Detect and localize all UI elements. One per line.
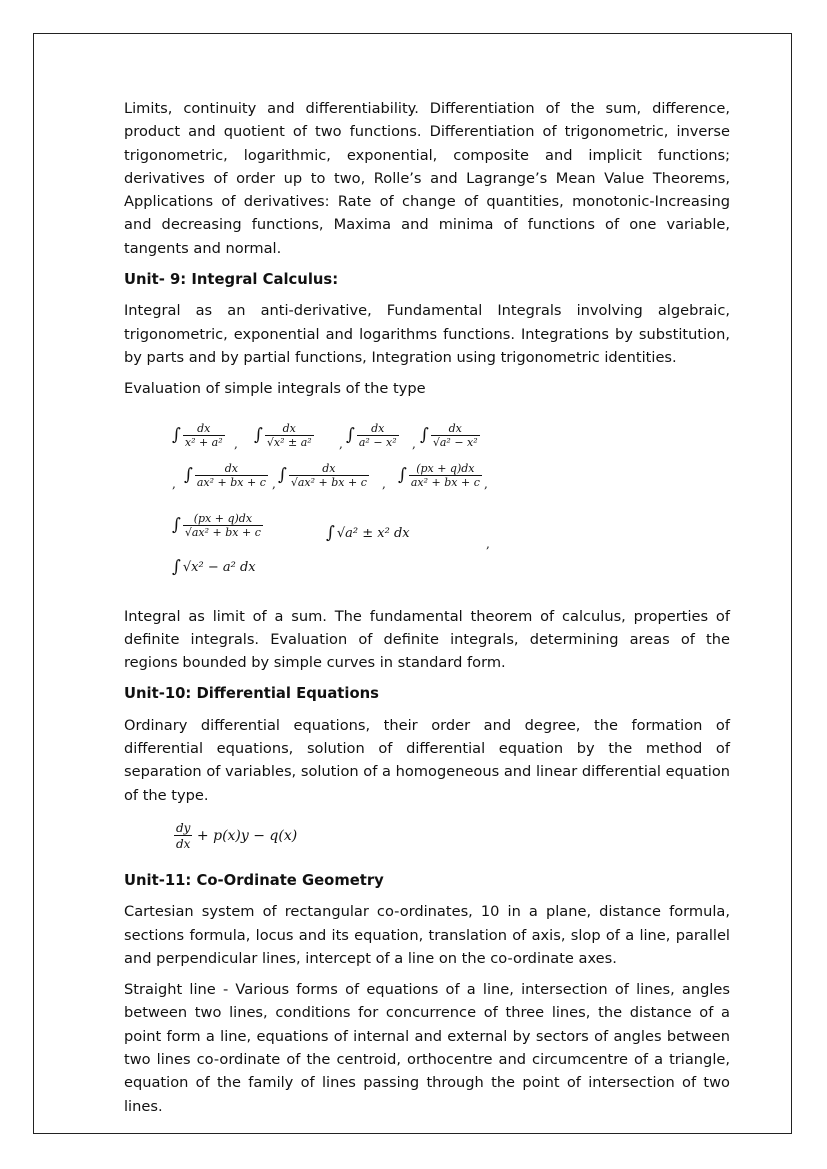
integral-2: ∫ $\frac{dx}{\text{√x² ± a²}}$ bbox=[254, 421, 312, 449]
unit9-limit-paragraph: Integral as limit of a sum. The fundamental theorem of calculus, properties of definite integrals. Evaluation of definite integrals, determining areas of the regions bounded by simple curves in standard form. bbox=[124, 607, 730, 672]
integral-7: ∫ $\frac{(px + q)dx}{\text{ax² + bx + c}}$ bbox=[398, 461, 480, 489]
differential-equation bbox=[124, 815, 730, 859]
integral-3: ∫ $\frac{dx}{\text{a² − x²}}$ bbox=[346, 421, 397, 449]
unit11-heading: Unit-11: Co-Ordinate Geometry bbox=[124, 871, 384, 889]
integral-5: ∫ $\frac{dx}{\text{ax² + bx + c}}$ bbox=[184, 461, 266, 489]
unit11-paragraph-1: Cartesian system of rectangular co-ordinates, 10 in a plane, distance formula, sections formula, locus and its equation, translation of axis, slop of a line, parallel and perpendicular lines, intercept of a line on the co-ordinate axes. bbox=[124, 903, 730, 967]
integral-6: ∫ $\frac{dx}{\text{√ax² + bx + c}}$ bbox=[278, 461, 367, 489]
integral-10: ∫ √x² − a² dx bbox=[172, 556, 256, 577]
integral-9: ∫ √a² ± x² dx bbox=[326, 522, 410, 543]
integral-formulas: ∫ $\frac{dx}{\text{x² + a²}}$ , ∫ $\frac{dx}{\text{√x² ± a²}}$ , ∫ $\frac{dx}{\text{a² − x²}}$ , ∫ $\frac{dx}{\text{√a² − x²}}$ , ∫ $\frac{dx}{\text{ax² + bx + c}}$ , ∫ $\frac{dx}{\text{√ax² + bx + c}}$ , ∫ $\frac{(px + q)dx}{\text{ax² + bx + c}}$ , ∫ $\frac{(px + q)dx}{\text{√ax² + bx + c}}$ ∫ √a² ± x² dx , ∫ √x² − a² dx bbox=[172, 421, 490, 577]
integral-1: ∫ $\frac{dx}{\text{x² + a²}}$ bbox=[172, 421, 223, 449]
integral-4: ∫ $\frac{dx}{\text{√a² − x²}}$ bbox=[420, 421, 478, 449]
document-body bbox=[124, 97, 730, 1126]
unit11-paragraph-2: Straight line - Various forms of equations of a line, intersection of lines, angles between two lines, conditions for concurrence of three lines, the distance of a point form a line, equations of internal and external by sectors of angles between two lines co-ordinate of the centroid, orthocentre and circumcentre of a triangle, equation of the family of lines passing through the point of intersection of two lines. bbox=[124, 981, 730, 1115]
unit9-evaluation: Evaluation of simple integrals of the type bbox=[124, 380, 426, 398]
unit9-heading: Unit- 9: Integral Calculus: bbox=[124, 271, 339, 289]
integral-8: ∫ $\frac{(px + q)dx}{\text{√ax² + bx + c}}$ bbox=[172, 511, 261, 539]
diffeq-formula: $\frac{dy}{dx}$ + p(x)y − q(x) bbox=[176, 820, 298, 851]
limits-paragraph: Limits, continuity and differentiability. Differentiation of the sum, difference, product and quotient of two functions. Differentiation of trigonometric, inverse trigonometric, logarithmic, exponential, composite and implicit functions; derivatives of order up to two, Rolle’s and Lagrange’s Mean Value Theorems, Applications of derivatives: Rate of change of quantities, monotonic-Increasing and decreasing functions, Maxima and minima of functions of one variable, tangents and normal. bbox=[124, 100, 730, 257]
unit10-heading: Unit-10: Differential Equations bbox=[124, 685, 379, 703]
unit10-paragraph: Ordinary differential equations, their order and degree, the formation of differential equations, solution of differential equation by the method of separation of variables, solution of a homogeneous and linear differential equation of the type. bbox=[124, 716, 730, 804]
unit9-intro: Integral as an anti-derivative, Fundamental Integrals involving algebraic, trigonometric, exponential and logarithms functions. Integrations by substitution, by parts and by partial functions, Integration using trigonometric identities. bbox=[124, 302, 730, 366]
